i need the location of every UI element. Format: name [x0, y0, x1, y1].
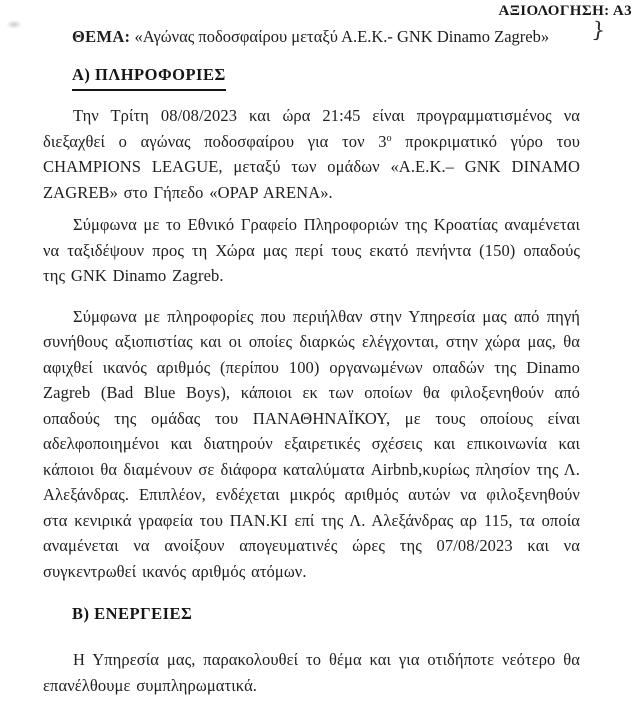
paragraph-match-info-part1: Την Τρίτη 08/08/2023 και ώρα 21:45 είναι προγραμματισμένος να διεξαχθεί ο αγώνας ποδοσφαίρου για τον 3 [43, 106, 580, 151]
paragraph-match-info-part2: προκριματικό γύρο του CHAMPIONS LEAGUE, μεταξύ των ομάδων «Α.Ε.Κ.– GNK DINAMO ZAGREB» στο Γήπεδο «OPAP ARENA». [43, 131, 580, 202]
subject-line [72, 24, 580, 50]
classification-label: ΑΞΙΟΛΟΓΗΣΗ: Α3 [498, 3, 632, 19]
paragraph-actions: Η Υπηρεσία μας, παρακολουθεί το θέμα και για οτιδήποτε νεότερο θα επανέλθουμε συμπληρωματικά. [43, 650, 580, 695]
section-a-heading [72, 62, 640, 91]
subject-label: ΘΕΜΑ: [72, 27, 131, 46]
paragraph-match-info [0, 103, 640, 205]
scan-artifact [6, 20, 22, 29]
subject-text: «Αγώνας ποδοσφαίρου μεταξύ Α.Ε.Κ.- GNK Dinamo Zagreb» [134, 27, 550, 46]
paragraph-source-info: Σύμφωνα με πληροφορίες που περιήλθαν στην Υπηρεσία μας από πηγή συνήθους αξιοπιστίας και οι οποίες διαρκώς ελέγχονται, στην χώρα μας, θα αφιχθεί ικανός αριθμός (περίπου 100) οργανωμένων οπαδών της Dinamo Zagreb (Bad Blue Boys), κάποιοι εκ των οποίων θα φιλοξενηθούν από οπαδούς της ομάδας του ΠΑΝΑΘΗΝΑΪΚΟΥ, με τους οποίους είναι αδελφοποιημένοι και διατηρούν εξαιρετικές σχέσεις και επικοινωνία και κάποιοι θα διαμένουν σε διάφορα καταλύματα Airbnb,κυρίως πλησίον της Λ. Αλεξάνδρας. Επιπλέον, ενδέχεται μικρός αριθμός αυτών να φιλοξενηθούν στα κενιρικά γραφεία του ΠΑΝ.ΚΙ επί της Λ. Αλεξάνδρας αρ 115, τα οποία αναμένεται να ανοίξουν απογευματινές ώρες της 07/08/2023 και να συγκεντρωθεί ικανός αριθμός ατόμων. [43, 306, 580, 581]
paragraph-croatia-office: Σύμφωνα με το Εθνικό Γραφείο Πληροφοριών της Κροατίας αναμένεται να ταξιδέψουν προς τη Χώρα μας περί τους εκατό πενήντα (150) οπαδούς της GNK Dinamo Zagreb. [43, 215, 580, 285]
section-b-heading: Β) ΕΝΕΡΓΕΙΕΣ [72, 604, 193, 623]
handwritten-mark: } [590, 17, 607, 43]
section-a-heading-text: Α) ΠΛΗΡΟΦΟΡΙΕΣ [72, 62, 226, 91]
ordinal-superscript: ο [386, 132, 392, 144]
